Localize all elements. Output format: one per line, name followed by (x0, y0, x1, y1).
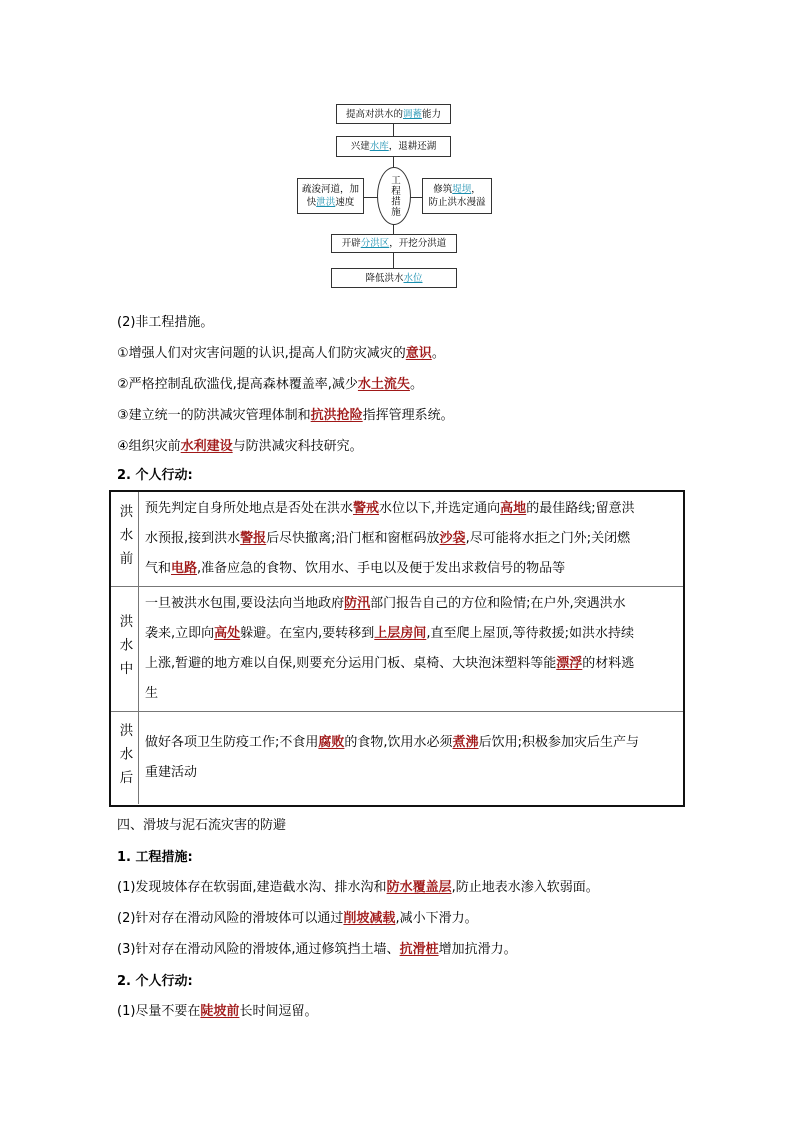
table-row-before (111, 492, 683, 587)
row-header-text: 洪水中 (116, 613, 133, 685)
flow-box-regulation (336, 104, 451, 124)
answer-text: 陡坡前 (200, 1004, 240, 1019)
row-header (111, 712, 139, 804)
answer-text: 警戒 (353, 501, 380, 516)
flow-text: 兴建 (350, 141, 370, 152)
personal-action-heading: 2. 个人行动: (117, 468, 193, 483)
text: ②严格控制乱砍滥伐,提高森林覆盖率,减少 (117, 377, 358, 392)
text: ,防止地表水渗入软弱面。 (451, 880, 599, 895)
text: 一旦被洪水包围,要设法向当地政府 (145, 596, 345, 611)
answer-text: 高地 (500, 501, 527, 516)
flow-box-reservoir (336, 136, 451, 157)
text-line (145, 619, 634, 649)
answer-text: 抗滑桩 (399, 942, 439, 957)
flow-box-dam (422, 178, 492, 214)
engineering-item-1 (117, 879, 599, 897)
text: 后尽快撤离;沿门框和窗框码放 (266, 531, 440, 546)
text: 上涨,暂避的地方难以自保,则要充分运用门板、桌椅、大块泡沫塑料等能 (145, 656, 557, 671)
flow-center-label: 工程措施 (389, 175, 400, 217)
text-line (145, 524, 635, 554)
answer-text: 煮沸 (452, 735, 479, 750)
answer-text: 电路 (171, 561, 198, 576)
row-header (111, 587, 139, 711)
nonengineering-heading: (2)非工程措施。 (117, 315, 214, 330)
flow-text: ，开挖分洪道 (389, 238, 447, 249)
connector-line (393, 253, 394, 268)
table-row-after (111, 712, 683, 804)
flow-highlight: 调蓄 (402, 108, 422, 120)
flow-text-line (307, 196, 355, 209)
text: (3)针对存在滑动风险的滑坡体,通过修筑挡土墙、 (117, 942, 400, 957)
text: (1)发现坡体存在软弱面,建造截水沟、排水沟和 (117, 880, 387, 895)
row-header-text: 洪水后 (116, 722, 133, 794)
text: (2)针对存在滑动风险的滑坡体可以通过 (117, 911, 344, 926)
flow-text: ， (471, 184, 481, 195)
flow-text: 疏浚河道，加 (301, 184, 359, 195)
text: 袭来,立即向 (145, 626, 215, 641)
answer-text: 上层房间 (374, 626, 427, 641)
text: 做好各项卫生防疫工作;不食用 (145, 735, 319, 750)
flow-text: 修筑 (433, 184, 453, 195)
flow-text: 能力 (422, 108, 442, 120)
flow-box-dredge (297, 178, 364, 214)
nonengineering-item-1 (117, 345, 445, 363)
answer-text: 水土流失 (357, 377, 410, 392)
row-content (145, 712, 677, 804)
text-line (145, 494, 635, 524)
text-line (145, 649, 634, 679)
text: 。 (431, 346, 445, 361)
flow-text-line (433, 183, 481, 196)
personal-action-item-1 (117, 1003, 317, 1021)
row-text (145, 728, 639, 788)
text: 部门报告自己的方位和险情;在户外,突遇洪水 (370, 596, 626, 611)
text: ③建立统一的防洪减灾管理体制和 (117, 408, 311, 423)
text: ①增强人们对灾害问题的认识,提高人们防灾减灾的 (117, 346, 406, 361)
table-row-during (111, 587, 683, 712)
flow-text: ，退耕还湖 (388, 141, 437, 152)
text-line (145, 589, 634, 619)
text: 水位以下,并选定通向 (379, 501, 501, 516)
personal-action-heading-2: 2. 个人行动: (117, 974, 193, 989)
flow-text: 防止洪水漫溢 (428, 197, 486, 208)
text: 。 (409, 377, 423, 392)
answer-text: 防水覆盖层 (386, 880, 452, 895)
flow-highlight: 分洪区 (360, 238, 390, 249)
flow-highlight: 水库 (369, 141, 389, 152)
flow-text: 降低洪水 (365, 272, 404, 284)
text: 的食物,饮用水必须 (344, 735, 453, 750)
text: 指挥管理系统。 (362, 408, 454, 423)
text: 水预报,接到洪水 (145, 531, 241, 546)
flow-text: 开辟 (341, 238, 361, 249)
flow-highlight: 水位 (403, 272, 423, 284)
nonengineering-item-3 (117, 407, 454, 425)
text: 预先判定自身所处地点是否处在洪水 (145, 501, 354, 516)
text-line (145, 728, 639, 758)
flow-text: 速度 (335, 197, 355, 208)
text: 与防洪减灾科技研究。 (232, 439, 363, 454)
text: 躲避。在室内,要转移到 (240, 626, 375, 641)
text: 的材料逃 (582, 656, 635, 671)
row-content (145, 587, 677, 711)
text: (1)尽量不要在 (117, 1004, 201, 1019)
flow-text: 提高对洪水的 (345, 108, 403, 120)
text-line: 重建活动 (145, 765, 198, 780)
text: ,尽可能将水拒之门外;关闭燃 (465, 531, 631, 546)
text: ,直至爬上屋顶,等待救援;如洪水持续 (426, 626, 634, 641)
answer-text: 意识 (405, 346, 432, 361)
row-text (145, 494, 635, 584)
row-text (145, 589, 634, 709)
nonengineering-item-4 (117, 438, 363, 456)
connector-line (410, 197, 422, 198)
text: 的最佳路线;留意洪 (526, 501, 635, 516)
flow-highlight: 泄洪 (316, 197, 336, 208)
answer-text: 抗洪抢险 (310, 408, 363, 423)
row-content (145, 492, 677, 586)
answer-text: 防汛 (344, 596, 371, 611)
engineering-item-3 (117, 941, 517, 959)
flow-box-water-level (331, 268, 457, 288)
answer-text: 漂浮 (556, 656, 583, 671)
text: 长时间逗留。 (239, 1004, 318, 1019)
row-header (111, 492, 139, 586)
engineering-item-2 (117, 910, 478, 928)
connector-line (364, 197, 378, 198)
answer-text: 削坡减载 (343, 911, 396, 926)
text: ,减小下滑力。 (395, 911, 478, 926)
text: 后饮用;积极参加灾后生产与 (478, 735, 639, 750)
text-line (145, 554, 635, 584)
text: 增加抗滑力。 (438, 942, 517, 957)
flow-oval-engineering (377, 167, 411, 225)
answer-text: 水利建设 (180, 439, 233, 454)
answer-text: 警报 (240, 531, 267, 546)
connector-line (393, 124, 394, 136)
section-title: 四、滑坡与泥石流灾害的防避 (117, 818, 287, 833)
row-header-text: 洪水前 (116, 503, 133, 575)
answer-text: 腐败 (318, 735, 345, 750)
text: ,准备应急的食物、饮用水、手电以及便于发出求救信号的物品等 (197, 561, 566, 576)
flow-highlight: 堤坝 (452, 184, 472, 195)
text: 气和 (145, 561, 172, 576)
connector-line (393, 224, 394, 234)
text: ④组织灾前 (117, 439, 181, 454)
text-line: 生 (145, 686, 159, 701)
flow-box-diversion (331, 234, 457, 253)
connector-line (393, 157, 394, 167)
engineering-heading: 1. 工程措施: (117, 850, 193, 865)
answer-text: 沙袋 (439, 531, 466, 546)
nonengineering-item-2 (117, 376, 423, 394)
flow-text: 快 (306, 197, 317, 208)
flood-action-table (109, 490, 685, 807)
answer-text: 高处 (214, 626, 241, 641)
